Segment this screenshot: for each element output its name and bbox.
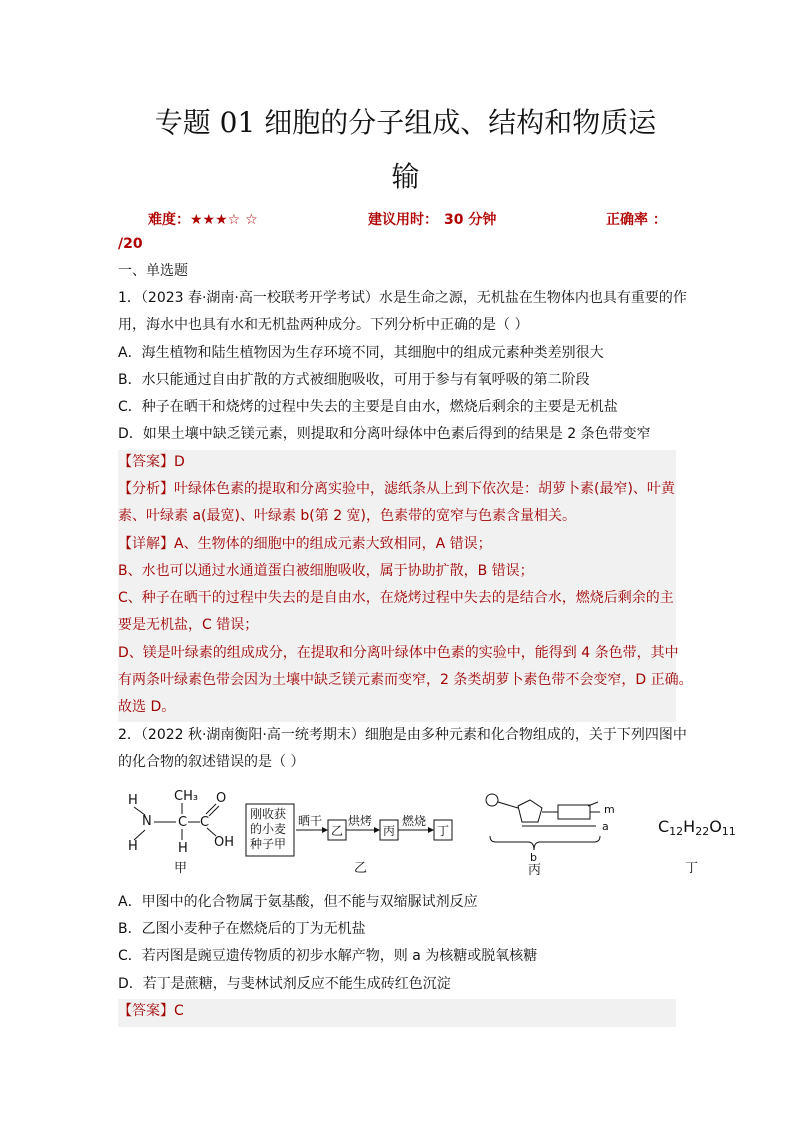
q1-detail-line-2: B、水也可以通过水通道蛋白被细胞吸收，属于协助扩散，B 错误； bbox=[118, 563, 534, 579]
label-yi: 乙 bbox=[354, 861, 368, 876]
q2-stem-line-1: 2．（2022 秋·湖南衡阳·高一统考期末）细胞是由多种元素和化合物组成的，关于下列四图中 bbox=[118, 727, 687, 743]
detail-text: A、生物体的细胞中的组成元素大致相同，A 错误； bbox=[174, 536, 492, 552]
q1-detail-line-3: C、种子在晒干的过程中失去的是自由水，在烧烤过程中失去的是结合水，燃烧后剩余的主 bbox=[118, 590, 674, 606]
atom-n: N bbox=[142, 814, 152, 829]
q1-option-b: B．水只能通过自由扩散的方式被细胞吸收，可用于参与有氧呼吸的第二阶段 bbox=[118, 372, 590, 388]
atom-ch3: CH₃ bbox=[174, 789, 199, 804]
q1-option-c: C．种子在晒干和烧烤的过程中失去的主要是自由水，燃烧后剩余的主要是无机盐 bbox=[118, 399, 618, 415]
atom-c-carboxyl: C bbox=[200, 815, 210, 830]
box3-text: 丙 bbox=[383, 824, 396, 838]
atom-o: O bbox=[216, 791, 227, 806]
suggested-time bbox=[368, 209, 496, 229]
arrow3-label: 燃烧 bbox=[402, 814, 427, 828]
label-a: a bbox=[602, 820, 609, 833]
atom-h-alpha: H bbox=[178, 841, 188, 856]
page-title bbox=[118, 96, 693, 204]
q1-detail-line-4: 要是无机盐，C 错误； bbox=[118, 617, 259, 633]
q2-stem-line-2: 的化合物的叙述错误的是（ ） bbox=[118, 754, 305, 770]
accuracy: 正确率 ： bbox=[606, 212, 667, 228]
q1-analysis-line-2: 素、叶绿素 a(最宽)、叶绿素 b(第 2 宽)，色素带的宽窄与色素含量相关。 bbox=[118, 508, 577, 524]
time-value: 30 分钟 bbox=[444, 212, 497, 228]
label-ding: 丁 bbox=[685, 861, 699, 876]
title-line-1: 专题 01 细胞的分子组成、结构和物质运 bbox=[154, 106, 657, 139]
box4-text: 丁 bbox=[437, 824, 450, 838]
answer-tag: 【答案】 bbox=[118, 1003, 174, 1019]
box1-line-3: 种子甲 bbox=[250, 837, 287, 851]
label-m: m bbox=[604, 803, 615, 816]
difficulty-stars: ★★★☆ ☆ bbox=[190, 212, 258, 228]
q1-detail-line-6: 有两条叶绿素色带会因为土壤中缺乏镁元素而变窄，2 条类胡萝卜素色带不会变窄，D 正确。 bbox=[118, 672, 693, 688]
box2-text: 乙 bbox=[331, 824, 344, 838]
atom-c-alpha: C bbox=[178, 815, 188, 830]
difficulty bbox=[148, 209, 258, 229]
q2-option-b: B．乙图小麦种子在燃烧后的丁为无机盐 bbox=[118, 921, 366, 937]
q2-option-a: A．甲图中的化合物属于氨基酸，但不能与双缩脲试剂反应 bbox=[118, 894, 478, 910]
q2-option-c: C．若丙图是豌豆遗传物质的初步水解产物，则 a 为核糖或脱氧核糖 bbox=[118, 948, 538, 964]
analysis-text: 叶绿体色素的提取和分离实验中，滤纸条从上到下依次是：胡萝卜素(最窄)、叶黄 bbox=[174, 481, 675, 497]
section-heading: 一、单选题 bbox=[118, 263, 188, 279]
q1-detail-line-7: 故选 D。 bbox=[118, 699, 176, 715]
label-bing: 丙 bbox=[528, 863, 542, 878]
atom-h-bottom: H bbox=[128, 839, 138, 854]
figure-bing bbox=[486, 794, 615, 878]
figure-ding bbox=[658, 817, 736, 876]
detail-tag: 【详解】 bbox=[118, 536, 174, 552]
q2-figure bbox=[118, 780, 738, 880]
answer-value: C bbox=[174, 1003, 184, 1019]
q1-answer bbox=[118, 449, 678, 476]
q1-stem-line-2: 用，海水中也具有水和无机盐两种成分。下列分析中正确的是（ ） bbox=[118, 317, 529, 333]
figure-jia bbox=[128, 789, 234, 876]
atom-h-top: H bbox=[128, 793, 138, 808]
q1-detail-line-5: D、镁是叶绿素的组成成分，在提取和分离叶绿体中色素的实验中，能得到 4 条色带，其中 bbox=[118, 645, 679, 661]
q1-option-a: A．海生植物和陆生植物因为生存环境不同，其细胞中的组成元素种类差别很大 bbox=[118, 345, 604, 361]
q1-detail-line-1 bbox=[118, 531, 678, 558]
q1-stem-line-1: 1．（2023 春·湖南·高一校联考开学考试）水是生命之源，无机盐在生物体内也具有重要的作 bbox=[118, 290, 687, 306]
answer-value: D bbox=[174, 454, 185, 470]
label-jia: 甲 bbox=[174, 861, 188, 876]
analysis-tag: 【分析】 bbox=[118, 481, 174, 497]
atom-oh: OH bbox=[214, 835, 235, 850]
difficulty-label: 难度： bbox=[148, 212, 190, 228]
title-line-2: 输 bbox=[391, 160, 420, 193]
q1-analysis-line-1 bbox=[118, 476, 678, 503]
box1-line-1: 刚收获 bbox=[250, 807, 287, 821]
q1-option-d: D．如果土壤中缺乏镁元素，则提取和分离叶绿体中色素后得到的结果是 2 条色带变窄 bbox=[118, 426, 651, 442]
accuracy-value: /20 bbox=[118, 236, 143, 252]
answer-tag: 【答案】 bbox=[118, 454, 174, 470]
label-b: b bbox=[530, 851, 537, 864]
q2-option-d: D．若丁是蔗糖，与斐林试剂反应不能生成砖红色沉淀 bbox=[118, 976, 451, 992]
time-label: 建议用时： bbox=[368, 212, 438, 228]
arrow2-label: 烘烤 bbox=[348, 814, 373, 828]
formula: C12H22O11 bbox=[658, 817, 736, 838]
arrow1-label: 晒干 bbox=[298, 814, 323, 828]
q2-answer bbox=[118, 998, 678, 1025]
figure-yi bbox=[246, 804, 452, 876]
box1-line-2: 的小麦 bbox=[250, 822, 287, 836]
